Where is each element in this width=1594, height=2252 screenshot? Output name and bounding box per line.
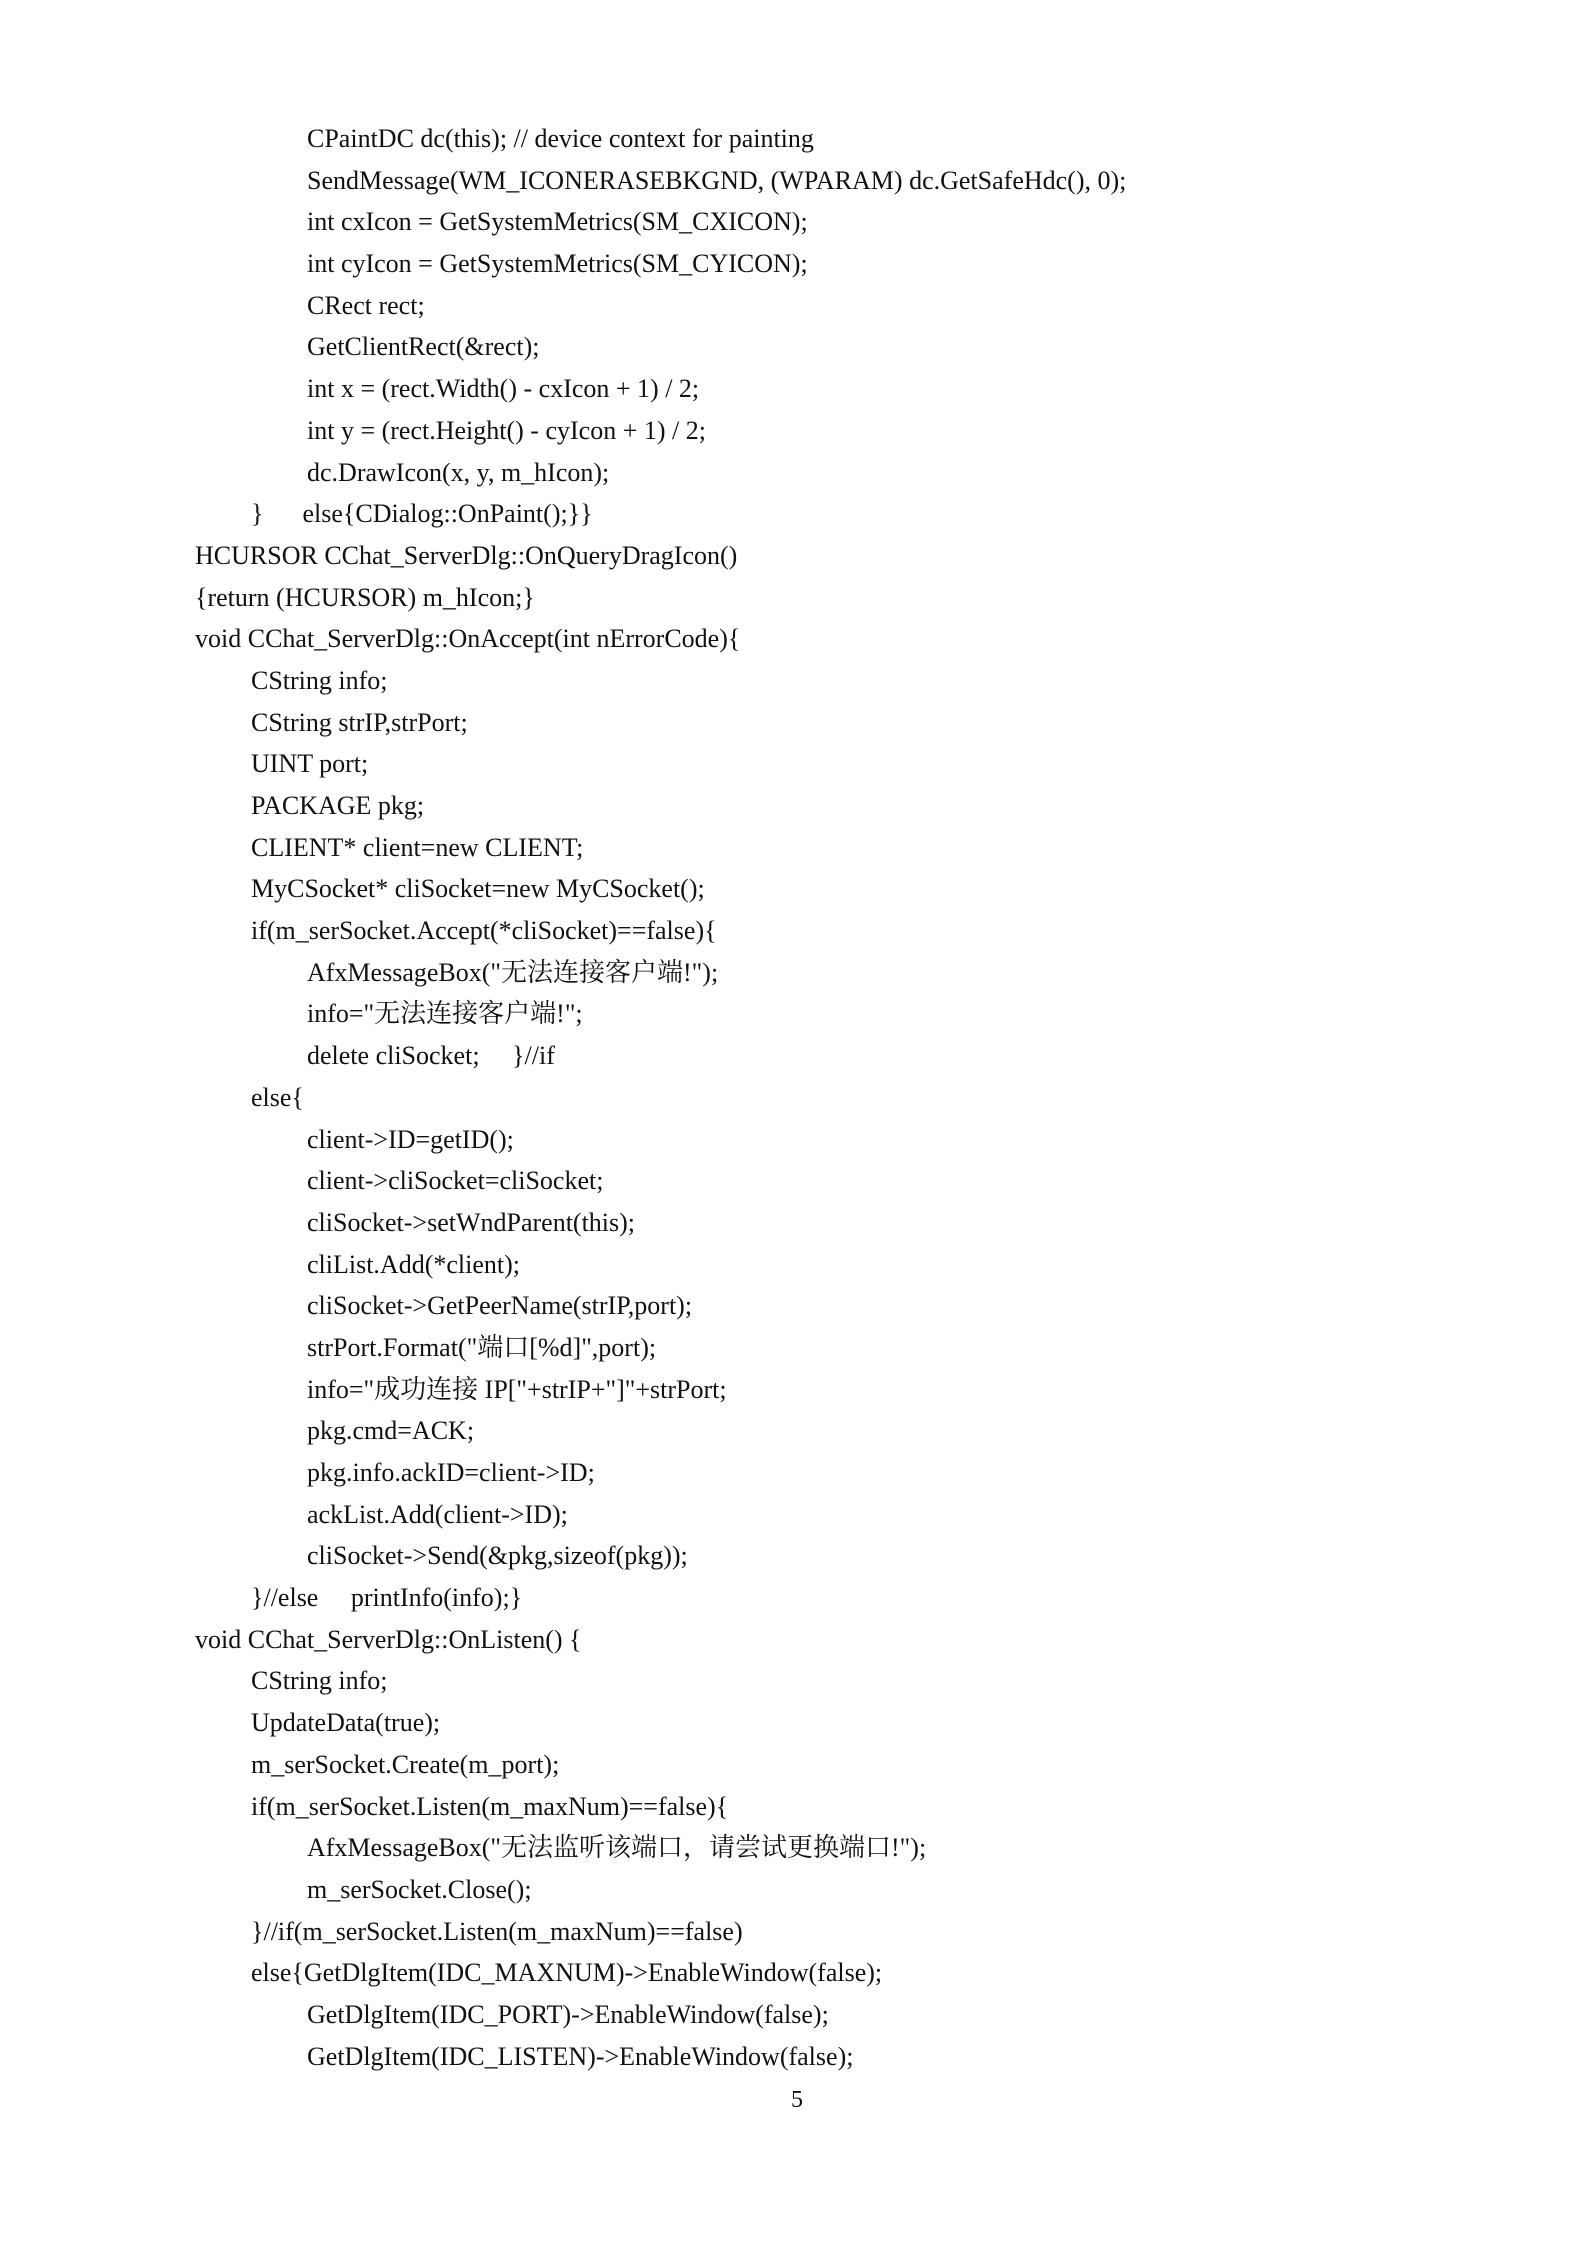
code-line: SendMessage(WM_ICONERASEBKGND, (WPARAM) dc.GetSafeHdc(), 0);: [307, 165, 1127, 195]
code-line: cliSocket->setWndParent(this);: [307, 1207, 636, 1237]
code-line: HCURSOR CChat_ServerDlg::OnQueryDragIcon(): [195, 540, 738, 570]
code-line: GetClientRect(&rect);: [307, 332, 540, 362]
code-line: m_serSocket.Create(m_port);: [251, 1749, 560, 1779]
code-line: strPort.Format("端口[%d]",port);: [307, 1332, 657, 1362]
code-line: client->cliSocket=cliSocket;: [307, 1166, 604, 1196]
code-line: if(m_serSocket.Accept(*cliSocket)==false){: [251, 916, 717, 946]
code-line: int x = (rect.Width() - cxIcon + 1) / 2;: [307, 374, 700, 404]
code-line: {return (HCURSOR) m_hIcon;}: [195, 582, 535, 612]
code-line: int y = (rect.Height() - cyIcon + 1) / 2;: [307, 415, 706, 445]
code-line: int cyIcon = GetSystemMetrics(SM_CYICON);: [307, 249, 808, 279]
code-line: cliSocket->Send(&pkg,sizeof(pkg));: [307, 1541, 688, 1571]
code-line: pkg.cmd=ACK;: [307, 1416, 475, 1446]
code-line: void CChat_ServerDlg::OnAccept(int nErrorCode){: [195, 624, 741, 654]
code-line: GetDlgItem(IDC_LISTEN)->EnableWindow(false);: [307, 2041, 854, 2071]
code-line: else{: [251, 1082, 304, 1112]
code-line: }//else printInfo(info);}: [251, 1583, 523, 1613]
code-line: cliList.Add(*client);: [307, 1249, 521, 1279]
code-line: info="成功连接 IP["+strIP+"]"+strPort;: [307, 1374, 727, 1404]
page-number: 5: [791, 2087, 803, 2113]
code-line: }//if(m_serSocket.Listen(m_maxNum)==false): [251, 1916, 743, 1946]
code-line: else{GetDlgItem(IDC_MAXNUM)->EnableWindow(false);: [251, 1958, 883, 1988]
code-line: pkg.info.ackID=client->ID;: [307, 1458, 595, 1487]
code-line: GetDlgItem(IDC_PORT)->EnableWindow(false);: [307, 1999, 829, 2029]
code-line: m_serSocket.Close();: [307, 1874, 532, 1904]
code-line: delete cliSocket; }//if: [307, 1041, 555, 1071]
code-line: int cxIcon = GetSystemMetrics(SM_CXICON);: [307, 207, 808, 237]
code-line: UpdateData(true);: [251, 1708, 441, 1738]
code-line: AfxMessageBox("无法连接客户端!");: [307, 957, 719, 987]
code-line: CLIENT* client=new CLIENT;: [251, 832, 584, 862]
code-line: client->ID=getID();: [307, 1124, 514, 1154]
code-line: MyCSocket* cliSocket=new MyCSocket();: [251, 874, 705, 904]
code-line: ackList.Add(client->ID);: [307, 1499, 568, 1529]
code-line: dc.DrawIcon(x, y, m_hIcon);: [307, 457, 610, 487]
code-line: PACKAGE pkg;: [251, 791, 425, 820]
code-line: } else{CDialog::OnPaint();}}: [251, 499, 593, 529]
code-line: AfxMessageBox("无法监听该端口，请尝试更换端口!");: [307, 1833, 927, 1863]
code-line: if(m_serSocket.Listen(m_maxNum)==false){: [251, 1791, 729, 1821]
code-line: void CChat_ServerDlg::OnListen() {: [195, 1624, 582, 1654]
code-line: CString strIP,strPort;: [251, 707, 468, 737]
code-line: cliSocket->GetPeerName(strIP,port);: [307, 1291, 693, 1321]
code-line: CRect rect;: [307, 290, 425, 320]
code-listing: [195, 118, 1445, 2077]
code-line: UINT port;: [251, 749, 369, 779]
code-line: info="无法连接客户端!";: [307, 999, 583, 1029]
code-line: CString info;: [251, 665, 388, 695]
code-line: CString info;: [251, 1666, 388, 1696]
code-line: CPaintDC dc(this); // device context for painting: [307, 124, 814, 153]
